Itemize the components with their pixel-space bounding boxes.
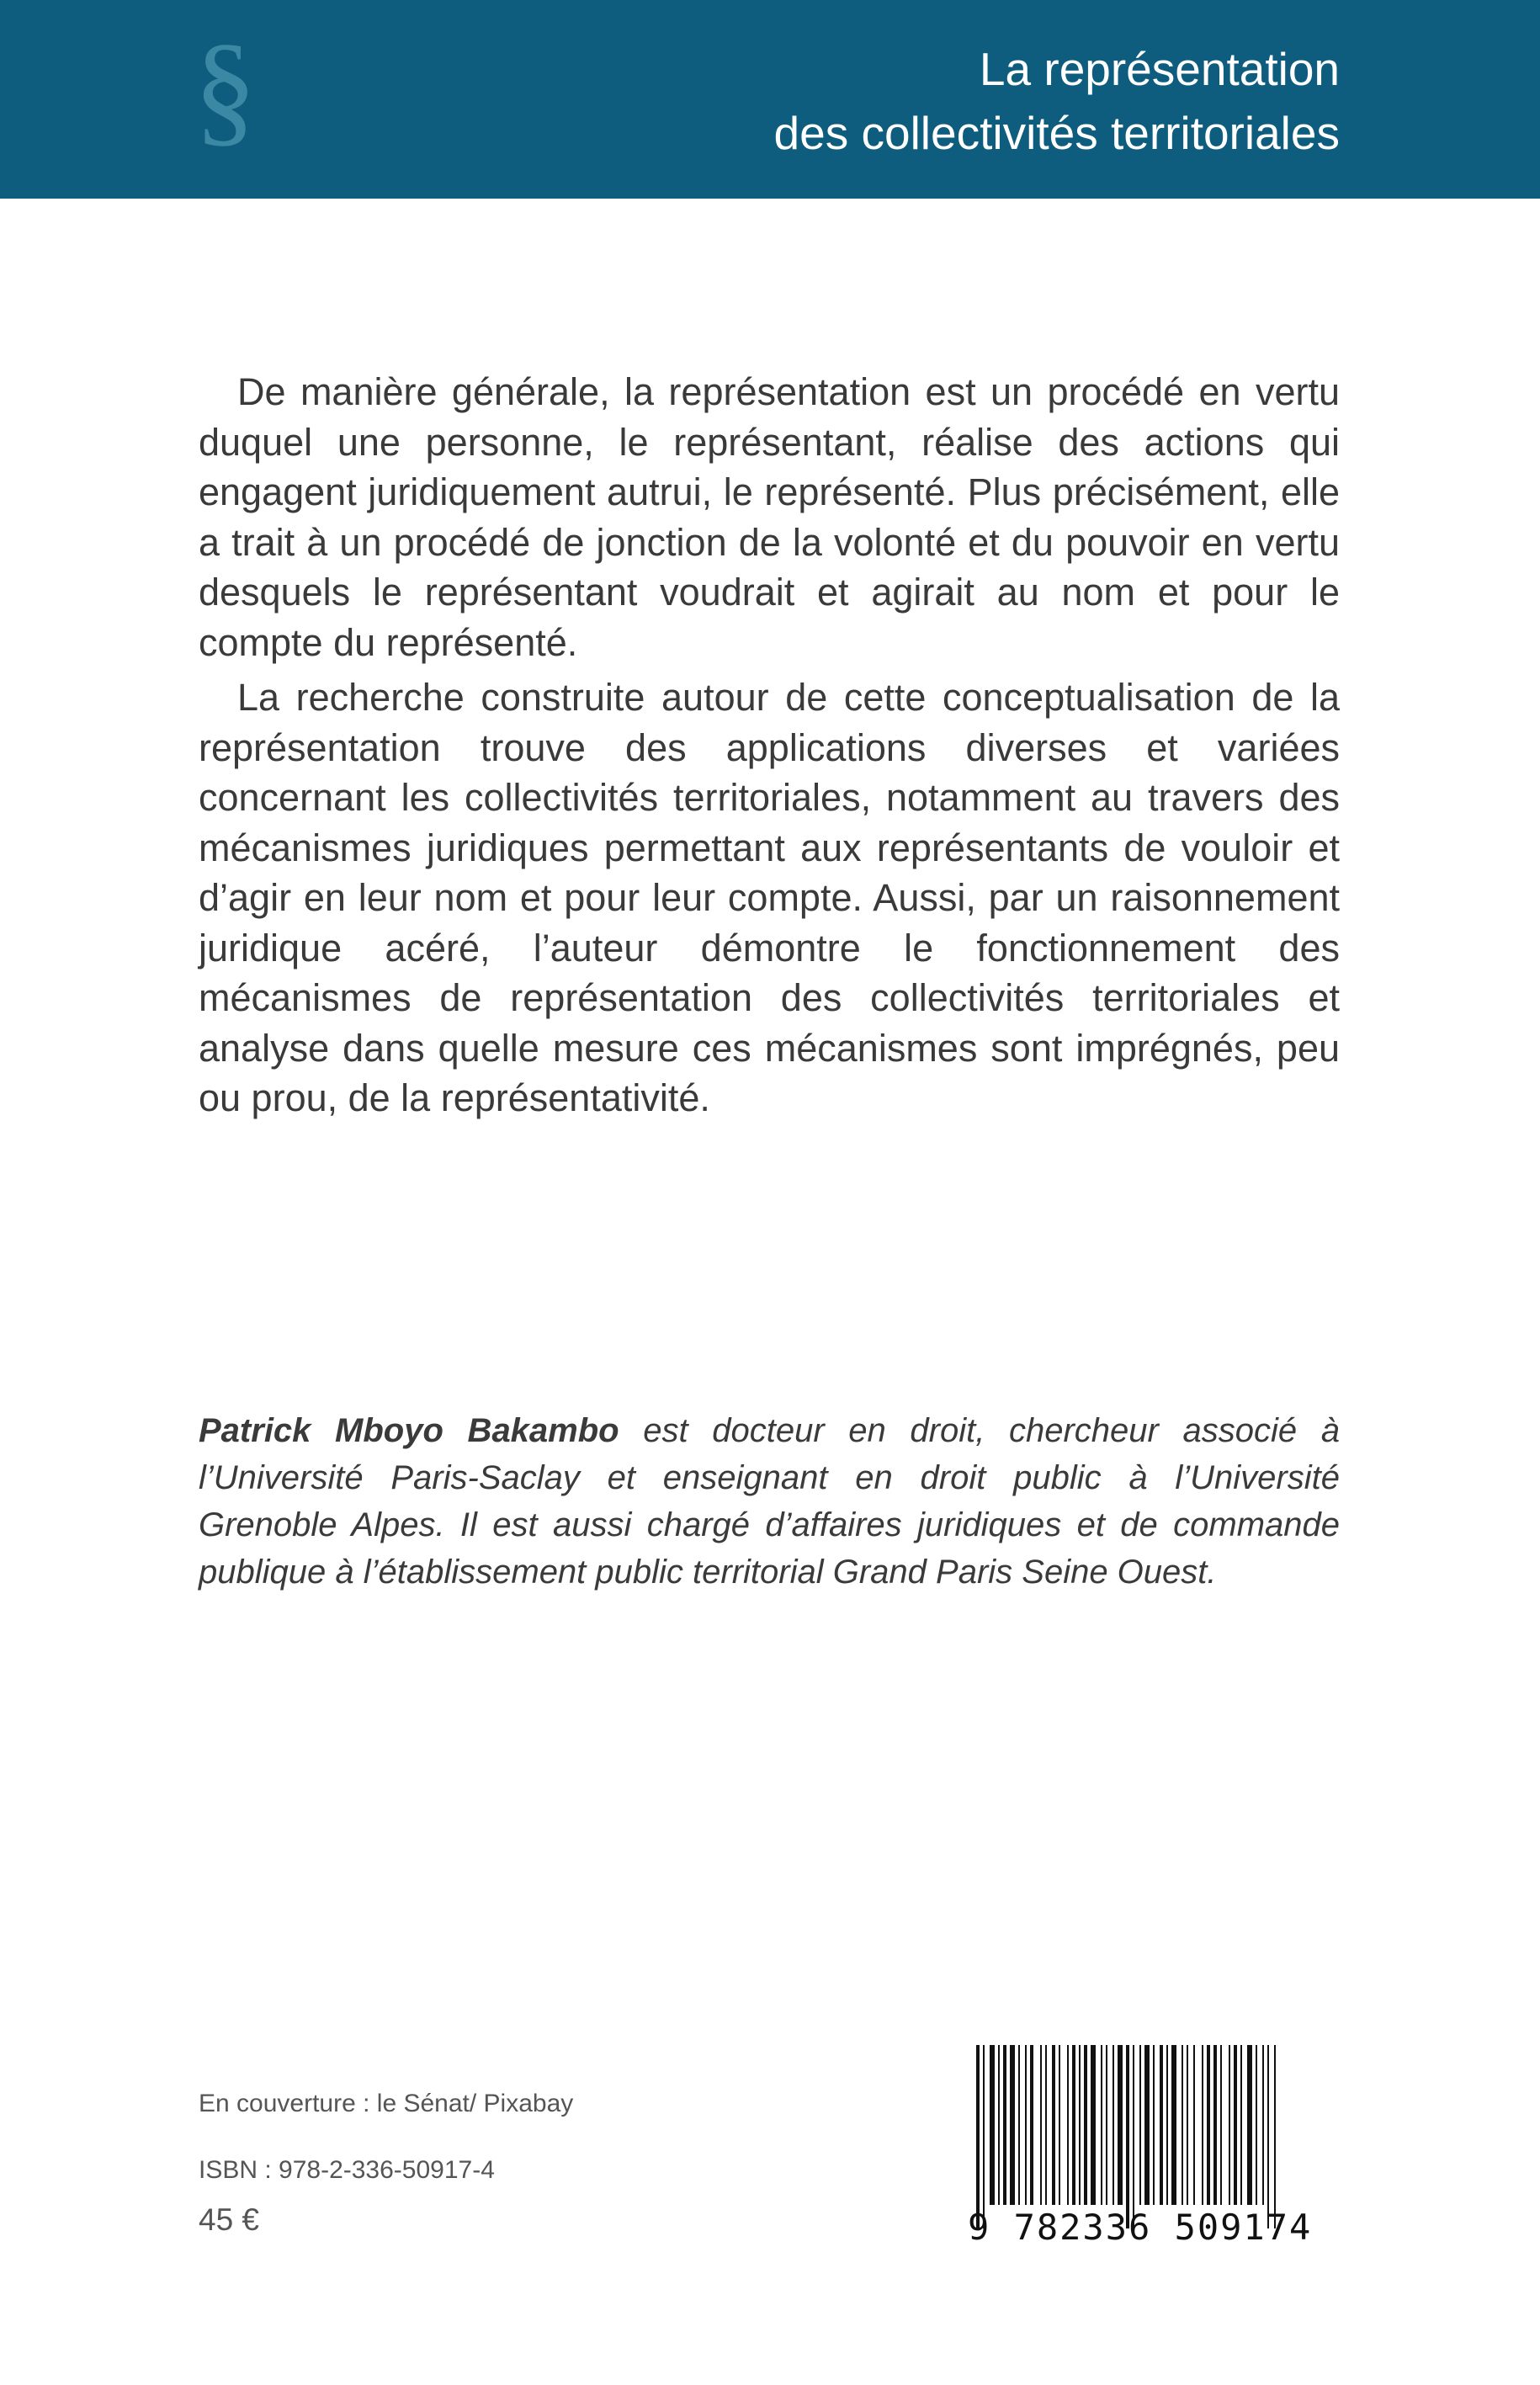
barcode-bar [1052,2045,1055,2205]
barcode-bar [976,2045,980,2228]
cover-credit: En couverture : le Sénat/ Pixabay [199,2090,574,2117]
barcode-bar [1220,2045,1222,2205]
barcode-bar [1213,2045,1217,2205]
author-name: Patrick Mboyo Bakambo [199,1412,619,1449]
summary-paragraph-2: La recherche construite autour de cette conceptualisation de la représentation trouve des applications diverses et variées concernant les collectivités territoriales, notamment au travers des mécanismes juridiques permettant aux représentants de vouloir et d’agir en leur nom et pour leur compte. Aussi, par un raisonnement juridique acéré, l’auteur démontre le fonctionnement des mécanismes de représentation des collectivités territoriales et analyse dans quelle mesure ces mécanismes sont imprégnés, peu ou prou, de la représentativité. [199,676,1340,1119]
barcode-bar [1126,2045,1129,2228]
header-band [0,0,1540,199]
summary [199,367,1340,1123]
barcode-bar [1118,2045,1123,2205]
barcode-bar [1079,2045,1081,2205]
isbn: ISBN : 978-2-336-50917-4 [199,2156,495,2184]
barcode-bar [1059,2045,1060,2205]
author-bio [199,1407,1340,1596]
barcode-bar [990,2045,995,2205]
barcode-bar [1207,2045,1210,2205]
barcode-bar [1193,2045,1195,2205]
barcode-bar [1072,2045,1075,2205]
barcode-digits [968,2207,1346,2249]
barcode-bar [998,2045,1000,2205]
barcode-bar [1256,2045,1257,2205]
barcode-bar [983,2045,985,2228]
barcode-bar [1187,2045,1188,2205]
barcode-bar [1091,2045,1096,2205]
book-title [774,37,1340,165]
barcode-bar [1182,2045,1183,2205]
barcode-bar [1133,2045,1134,2228]
section-sign-icon: § [194,19,257,158]
barcode-bar [1139,2045,1141,2205]
barcode-bar [1234,2045,1237,2205]
barcode-bar [1144,2045,1150,2205]
barcode-bar [1101,2045,1102,2205]
barcode-bar [1240,2045,1242,2205]
barcode-bar [1084,2045,1087,2205]
barcode-bar [1262,2045,1264,2205]
book-title-line-2: des collectivités territoriales [773,107,1340,159]
barcode-bar [1045,2045,1047,2205]
price: 45 € [199,2202,260,2237]
barcode-bar [1040,2045,1042,2205]
barcode-bar [1153,2045,1155,2205]
barcode-bar [1274,2045,1276,2228]
barcode-bar [1106,2045,1107,2205]
barcode-bar [1113,2045,1114,2205]
barcode-bar [1247,2045,1252,2205]
barcode-bar [1171,2045,1176,2205]
barcode-bar [1160,2045,1163,2205]
barcode-bar [1010,2045,1015,2205]
barcode-bar [1018,2045,1020,2205]
author-bio-text: est docteur en droit, chercheur associé à l’Université Paris-Saclay et enseignant en droit public à l’Université Grenoble Alpes. Il est aussi chargé d’affaires juridiques et de commande publique à l’établissement public territorial Grand Paris Seine Ouest. [199,1412,1341,1591]
barcode-bar [1229,2045,1230,2205]
barcode-bar [1067,2045,1069,2205]
barcode-bar [1030,2045,1033,2205]
barcode-bar [1202,2045,1203,2205]
barcode-number: 9 782336 509174 [968,2207,1313,2248]
barcode-bar [1166,2045,1168,2205]
book-title-line-1: La représentation [979,43,1340,95]
summary-paragraph-1: De manière générale, la représentation est un procédé en vertu duquel une personne, le représentant, réalise des actions qui engagent juridiquement autrui, le représenté. Plus précisément, elle a trait à un procédé de jonction de la volonté et du pouvoir en vertu desquels le représentant voudrait et agirait au nom et pour le compte du représenté. [199,370,1340,664]
barcode-bar [1003,2045,1006,2205]
barcode-bar [1025,2045,1027,2205]
barcode-bar [1267,2045,1269,2228]
